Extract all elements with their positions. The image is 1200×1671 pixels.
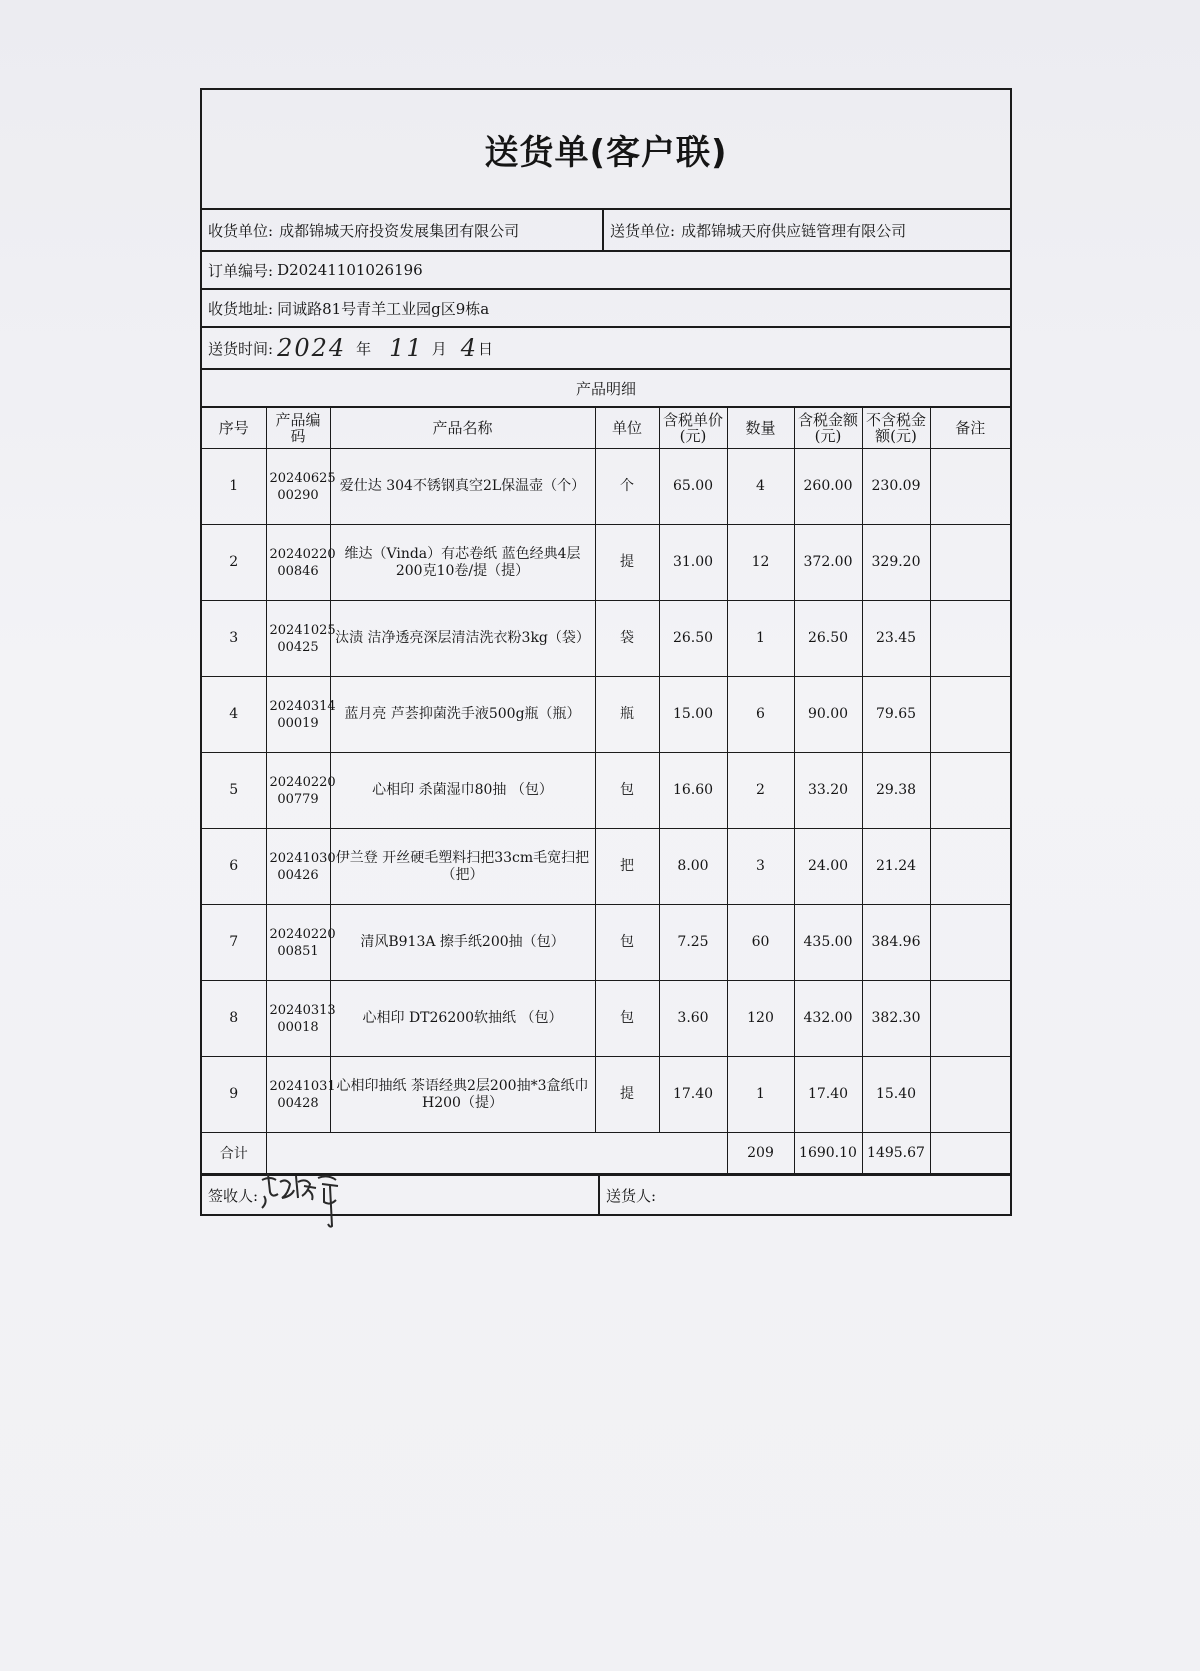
product-code [266,905,336,981]
unit-price: 26.50 [659,601,727,677]
quantity: 4 [727,449,794,525]
table-row [202,525,1010,601]
code-part-2: 00428 [277,1095,319,1111]
unit: 袋 [595,601,659,677]
product-name: 伊兰登 开丝硬毛塑料扫把33cm毛宽扫把（把） [330,829,595,905]
unit: 把 [595,829,659,905]
col-header-qty: 数量 [727,408,794,449]
handwritten-year: 2024 [277,334,347,362]
col-header-name: 产品名称 [330,408,595,449]
delivery-time-cell [202,328,499,368]
product-code [266,677,336,753]
sender-value: 成都锦城天府供应链管理有限公司 [681,221,907,240]
code-part-2: 00290 [277,487,319,503]
amount-without-tax: 29.38 [862,753,930,829]
code-part-1: 20240313 [269,1002,336,1018]
unit-price: 15.00 [659,677,727,753]
unit-price: 17.40 [659,1057,727,1133]
table-row [202,601,1010,677]
amount-without-tax: 23.45 [862,601,930,677]
code-part-1: 20241030 [269,850,336,866]
product-name: 心相印 DT26200软抽纸 （包） [330,981,595,1057]
code-part-1: 20240220 [269,546,336,562]
code-part-1: 20240220 [269,926,336,942]
note [930,981,1010,1057]
note [930,905,1010,981]
quantity: 6 [727,677,794,753]
handwritten-day: 4 [460,334,478,362]
party-row [202,210,1010,252]
row-no: 9 [202,1057,266,1133]
note [930,1057,1010,1133]
sender-cell [604,210,1010,250]
order-cell [202,252,429,288]
code-part-1: 20240314 [269,698,336,714]
product-table [202,408,1010,1174]
delivery-time-label: 送货时间: [208,339,274,358]
amount-with-tax: 26.50 [794,601,862,677]
note [930,525,1010,601]
quantity: 1 [727,1057,794,1133]
table-row [202,905,1010,981]
product-details-title: 产品明细 [202,370,1010,408]
product-code [266,829,336,905]
deliverer-cell [600,1176,1010,1214]
unit-price: 3.60 [659,981,727,1057]
amount-with-tax: 432.00 [794,981,862,1057]
total-quantity: 209 [727,1133,794,1174]
row-no: 7 [202,905,266,981]
product-name: 清风B913A 擦手纸200抽（包） [330,905,595,981]
unit: 瓶 [595,677,659,753]
quantity: 3 [727,829,794,905]
row-no: 5 [202,753,266,829]
day-unit: 日 [478,339,494,358]
amount-without-tax: 79.65 [862,677,930,753]
delivery-time-row [202,328,1010,370]
handwritten-month: 11 [389,334,424,362]
order-number: D20241101026196 [277,261,423,279]
order-row [202,252,1010,290]
unit-price: 65.00 [659,449,727,525]
amount-with-tax: 17.40 [794,1057,862,1133]
code-part-1: 20241025 [269,622,336,638]
table-header-row [202,408,1010,449]
code-part-2: 00019 [277,715,319,731]
amount-with-tax: 24.00 [794,829,862,905]
product-name: 维达（Vinda）有芯卷纸 蓝色经典4层200克10卷/提（提） [330,525,595,601]
order-label: 订单编号: [208,261,274,280]
address-row [202,290,1010,328]
product-code [266,525,336,601]
amount-without-tax: 230.09 [862,449,930,525]
month-unit: 月 [431,339,447,358]
unit: 个 [595,449,659,525]
quantity: 2 [727,753,794,829]
deliverer-label: 送货人: [606,1186,657,1205]
note [930,753,1010,829]
amount-without-tax: 21.24 [862,829,930,905]
product-code [266,449,336,525]
col-header-net: 不含税金额(元) [862,408,930,449]
handwritten-signature [258,1168,348,1228]
table-row [202,677,1010,753]
unit: 提 [595,525,659,601]
address-label: 收货地址: [208,299,274,318]
unit-price: 31.00 [659,525,727,601]
note [930,601,1010,677]
total-note [930,1133,1010,1174]
unit: 包 [595,905,659,981]
code-part-2: 00426 [277,867,319,883]
product-code [266,981,336,1057]
quantity: 12 [727,525,794,601]
col-header-note: 备注 [930,408,1010,449]
row-no: 8 [202,981,266,1057]
product-name: 爱仕达 304不锈钢真空2L保温壶（个） [330,449,595,525]
unit: 提 [595,1057,659,1133]
row-no: 2 [202,525,266,601]
row-no: 1 [202,449,266,525]
table-row [202,753,1010,829]
amount-with-tax: 372.00 [794,525,862,601]
quantity: 120 [727,981,794,1057]
unit: 包 [595,753,659,829]
code-part-2: 00846 [277,563,319,579]
row-no: 3 [202,601,266,677]
row-no: 4 [202,677,266,753]
amount-with-tax: 435.00 [794,905,862,981]
col-header-unit: 单位 [595,408,659,449]
code-part-1: 20240625 [269,470,336,486]
table-row [202,1057,1010,1133]
total-amount-with-tax: 1690.10 [794,1133,862,1174]
product-code [266,1057,336,1133]
total-amount-without-tax: 1495.67 [862,1133,930,1174]
sender-label: 送货单位: [610,221,676,240]
code-part-2: 00779 [277,791,319,807]
note [930,829,1010,905]
product-code [266,753,336,829]
product-name: 蓝月亮 芦荟抑菌洗手液500g瓶（瓶） [330,677,595,753]
code-part-1: 20241031 [269,1078,336,1094]
amount-with-tax: 33.20 [794,753,862,829]
unit-price: 16.60 [659,753,727,829]
year-unit: 年 [356,339,372,358]
code-part-1: 20240220 [269,774,336,790]
signer-label: 签收人: [208,1186,259,1205]
amount-without-tax: 329.20 [862,525,930,601]
col-header-price: 含税单价(元) [659,408,727,449]
code-part-2: 00425 [277,639,319,655]
amount-with-tax: 90.00 [794,677,862,753]
delivery-note-form [200,88,1012,1216]
address-value: 同诚路81号青羊工业园g区9栋a [277,299,490,318]
amount-without-tax: 382.30 [862,981,930,1057]
product-name: 心相印 杀菌湿巾80抽 （包） [330,753,595,829]
code-part-2: 00851 [277,943,319,959]
receiver-label: 收货单位: [208,221,274,240]
quantity: 1 [727,601,794,677]
note [930,677,1010,753]
col-header-code: 产品编码 [266,408,330,449]
amount-without-tax: 15.40 [862,1057,930,1133]
quantity: 60 [727,905,794,981]
note [930,449,1010,525]
table-row [202,981,1010,1057]
product-code [266,601,336,677]
row-no: 6 [202,829,266,905]
product-name: 心相印抽纸 茶语经典2层200抽*3盒纸巾H200（提） [330,1057,595,1133]
document-title: 送货单(客户联) [202,90,1010,210]
amount-with-tax: 260.00 [794,449,862,525]
amount-without-tax: 384.96 [862,905,930,981]
total-label: 合计 [202,1133,266,1174]
unit-price: 8.00 [659,829,727,905]
table-row [202,829,1010,905]
product-name: 汰渍 洁净透亮深层清洁洗衣粉3kg（袋） [330,601,595,677]
code-part-2: 00018 [277,1019,319,1035]
address-cell [202,290,495,326]
table-row [202,449,1010,525]
col-header-no: 序号 [202,408,266,449]
col-header-amount: 含税金额(元) [794,408,862,449]
receiver-value: 成都锦城天府投资发展集团有限公司 [279,221,520,240]
receiver-cell [202,210,604,250]
unit-price: 7.25 [659,905,727,981]
unit: 包 [595,981,659,1057]
